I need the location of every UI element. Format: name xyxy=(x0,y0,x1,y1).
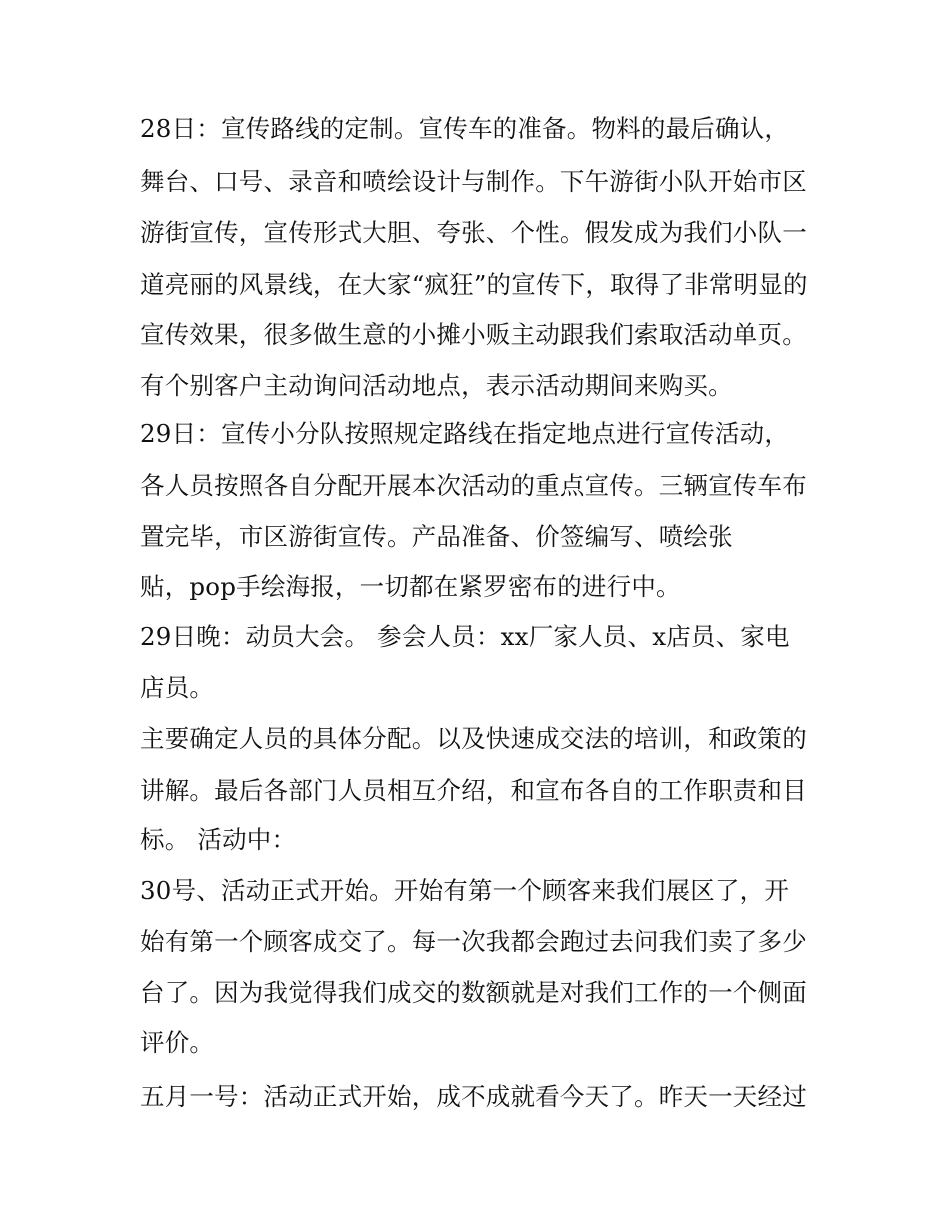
text-line: 宣传效果，很多做生意的小摊小贩主动跟我们索取活动单页。 xyxy=(140,320,807,349)
text-line: 30号、活动正式开始。开始有第一个顾客来我们展区了，开 xyxy=(140,876,790,905)
text-line: 台了。因为我觉得我们成交的数额就是对我们工作的一个侧面 xyxy=(140,978,807,1007)
text-line: 讲解。最后各部门人员相互介绍，和宣布各自的工作职责和目 xyxy=(140,776,807,805)
text-line: 28日：宣传路线的定制。宣传车的准备。物料的最后确认， xyxy=(140,114,790,143)
text-line: 有个别客户主动询问活动地点，表示活动期间来购买。 xyxy=(140,371,733,400)
text-line: 游街宣传，宣传形式大胆、夸张、个性。假发成为我们小队一 xyxy=(140,218,807,247)
text-line: 置完毕，市区游街宣传。产品准备、价签编写、喷绘张 xyxy=(140,522,733,551)
text-line: 贴，pop手绘海报，一切都在紧罗密布的进行中。 xyxy=(140,572,681,601)
text-line: 评价。 xyxy=(140,1028,215,1057)
text-line: 29日晚：动员大会。 参会人员：xx厂家人员、x店员、家电 xyxy=(140,622,790,651)
text-line: 主要确定人员的具体分配。以及快速成交法的培训，和政策的 xyxy=(140,724,807,753)
text-line: 舞台、口号、录音和喷绘设计与制作。下午游街小队开始市区 xyxy=(140,167,807,196)
text-line: 29日：宣传小分队按照规定路线在指定地点进行宣传活动， xyxy=(140,419,790,448)
text-line: 各人员按照各自分配开展本次活动的重点宣传。三辆宣传车布 xyxy=(140,471,807,500)
text-line: 五月一号：活动正式开始，成不成就看今天了。昨天一天经过 xyxy=(140,1082,807,1111)
text-line: 始有第一个顾客成交了。每一次我都会跑过去问我们卖了多少 xyxy=(140,927,807,956)
text-line: 道亮丽的风景线，在大家“疯狂”的宣传下，取得了非常明显的 xyxy=(140,270,808,299)
text-line: 标。 活动中： xyxy=(140,825,297,854)
text-line: 店员。 xyxy=(140,673,215,702)
